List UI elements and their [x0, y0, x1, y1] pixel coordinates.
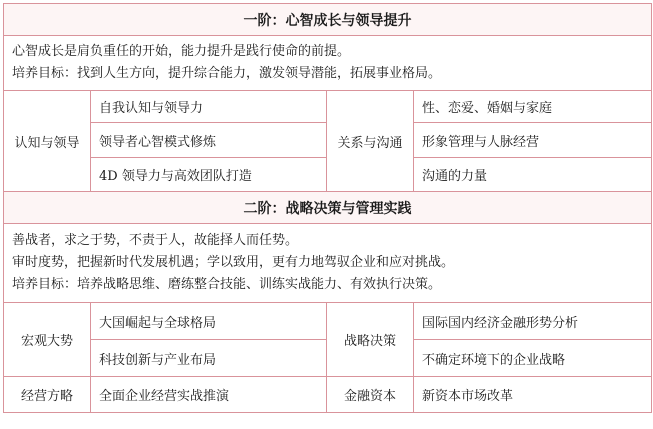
- stage1-title: 一阶：心智成长与领导提升: [4, 4, 652, 36]
- course-item: 形象管理与人脉经营: [414, 123, 652, 158]
- category-strategic-decision: 战略决策: [327, 303, 414, 377]
- curriculum-table: [3, 3, 652, 413]
- stage2-intro-line: 审时度势，把握新时代发展机遇；学以致用，更有力地驾驭企业和应对挑战。: [12, 255, 455, 270]
- category-business-operations: 经营方略: [4, 377, 91, 413]
- course-item: 新资本市场改革: [414, 377, 652, 413]
- course-item: 大国崛起与全球格局: [91, 303, 327, 340]
- category-macro-trends: 宏观大势: [4, 303, 91, 377]
- course-item: 不确定环境下的企业战略: [414, 340, 652, 377]
- stage1-intro-line: 培养目标：找到人生方向，提升综合能力，激发领导潜能，拓展事业格局。: [12, 66, 442, 81]
- category-relationship-communication: 关系与沟通: [327, 91, 414, 192]
- stage2-intro-line: 善战者，求之于势，不责于人，故能择人而任势。: [12, 233, 299, 248]
- course-item: 科技创新与产业布局: [91, 340, 327, 377]
- course-item: 沟通的力量: [414, 158, 652, 192]
- course-item: 全面企业经营实战推演: [91, 377, 327, 413]
- course-document: [3, 3, 651, 422]
- course-item: 4D 领导力与高效团队打造: [91, 158, 327, 192]
- course-item: 性、恋爱、婚姻与家庭: [414, 91, 652, 123]
- stage2-intro-line: 培养目标：培养战略思维、磨练整合技能、训练实战能力、有效执行决策。: [12, 277, 442, 292]
- course-item: 领导者心智模式修炼: [91, 123, 327, 158]
- course-item: 自我认知与领导力: [91, 91, 327, 123]
- category-finance-capital: 金融资本: [327, 377, 414, 413]
- stage2-title: 二阶：战略决策与管理实践: [4, 192, 652, 224]
- stage1-intro-line: 心智成长是肩负重任的开始，能力提升是践行使命的前提。: [12, 44, 351, 59]
- stage1-intro: [4, 36, 652, 91]
- course-item: 国际国内经济金融形势分析: [414, 303, 652, 340]
- category-cognition-leadership: 认知与领导: [4, 91, 91, 192]
- stage2-intro: [4, 224, 652, 303]
